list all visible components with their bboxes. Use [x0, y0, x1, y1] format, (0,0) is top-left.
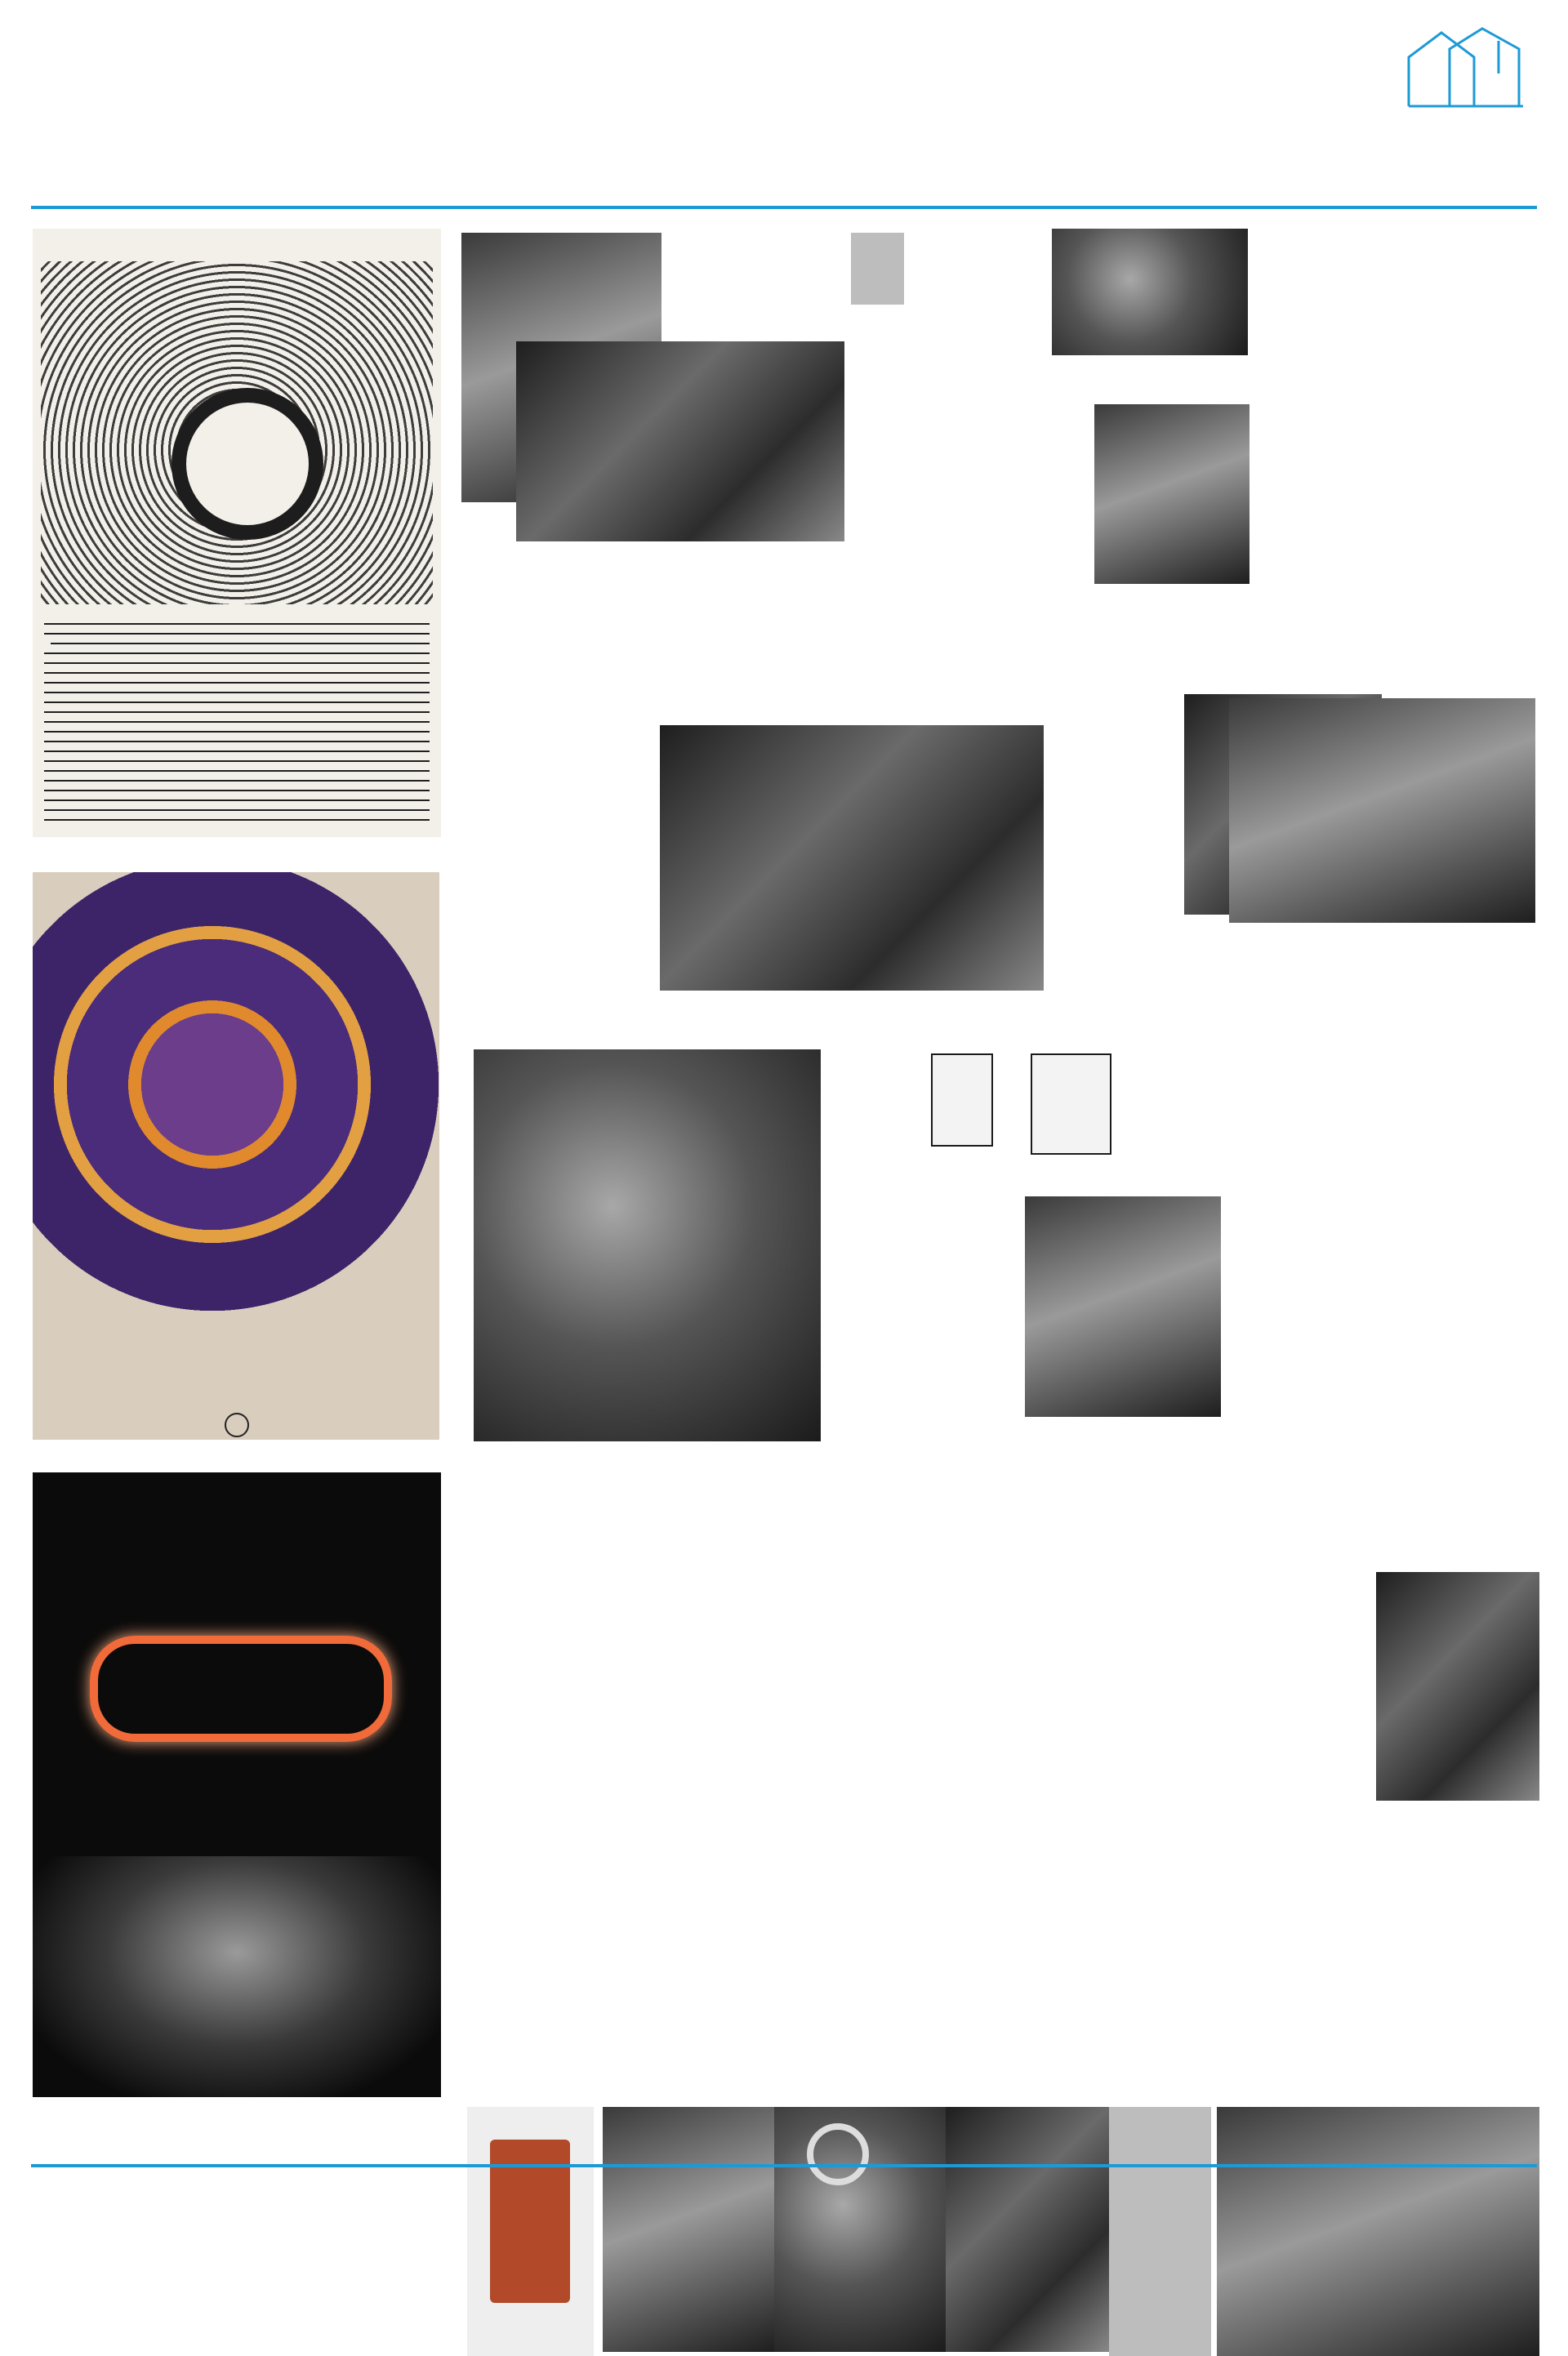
photo-drummer-stage [1229, 698, 1535, 923]
club-a-badge-icon [1031, 1053, 1111, 1155]
poster-1979-event-title [44, 641, 51, 644]
poster-1979-calendar [44, 617, 430, 829]
footer-divider [31, 2164, 1537, 2167]
article-column-1b [651, 572, 840, 742]
photo-saxophonist [1025, 1196, 1221, 1417]
photo-foyer-sala-palatului [946, 2107, 1109, 2352]
poster-disc-artwork [33, 872, 439, 1313]
article-column-3b [1052, 590, 1248, 686]
article-b-column-5a [1233, 1053, 1372, 1111]
article-b-column-4b [1025, 1425, 1221, 2087]
club-a-emblem-icon [807, 2123, 869, 2185]
header-divider [31, 206, 1537, 209]
photo-performer-stage [1094, 404, 1250, 584]
article-column-5a [1462, 229, 1539, 392]
article-b-column-5b [1233, 1205, 1376, 2087]
house-outline-icon [1401, 24, 1531, 110]
article-column-5c [1462, 906, 1539, 1000]
article-column-3a [1135, 237, 1237, 384]
article-b-column-2 [657, 1437, 833, 2091]
article-b-column-3a [840, 1049, 925, 1192]
article-1971-intro [478, 882, 653, 1004]
photo-performer-guitar [516, 341, 844, 541]
article-b-column-3b [840, 1194, 1019, 2092]
club-neon-sign [90, 1636, 392, 1742]
poster-1981-club-a [33, 1472, 441, 2097]
photo-singer-microphone [660, 725, 1044, 991]
article-b-column-1 [474, 1437, 649, 2091]
photo-band-group-portrait [1217, 2107, 1539, 2356]
article-column-2b [849, 350, 1045, 721]
club-a-badge-icon [851, 233, 904, 305]
photo-ceramic-plaque [467, 2107, 594, 2356]
club-a-emblem-icon [172, 388, 323, 540]
photo-band-flutist [474, 1049, 821, 1441]
club-a-badge-icon [931, 1053, 993, 1147]
anniversary-logo [1107, 45, 1376, 163]
poster-1979 [33, 229, 441, 837]
article-column-2a [911, 229, 1045, 351]
photo-festival-1971-a [603, 2107, 774, 2352]
poster-3-drummer-photo [33, 1856, 441, 2097]
poster-1979-concert [33, 872, 439, 1440]
photo-festival-1971-b [774, 2107, 946, 2352]
article-column-5b [1380, 457, 1539, 702]
growing-architecture-logo [1401, 24, 1544, 159]
photo-festival-crowd [1109, 2107, 1211, 2356]
club-a-emblem-icon [225, 1413, 249, 1437]
photo-guitarist-long-hair [1376, 1572, 1539, 1801]
